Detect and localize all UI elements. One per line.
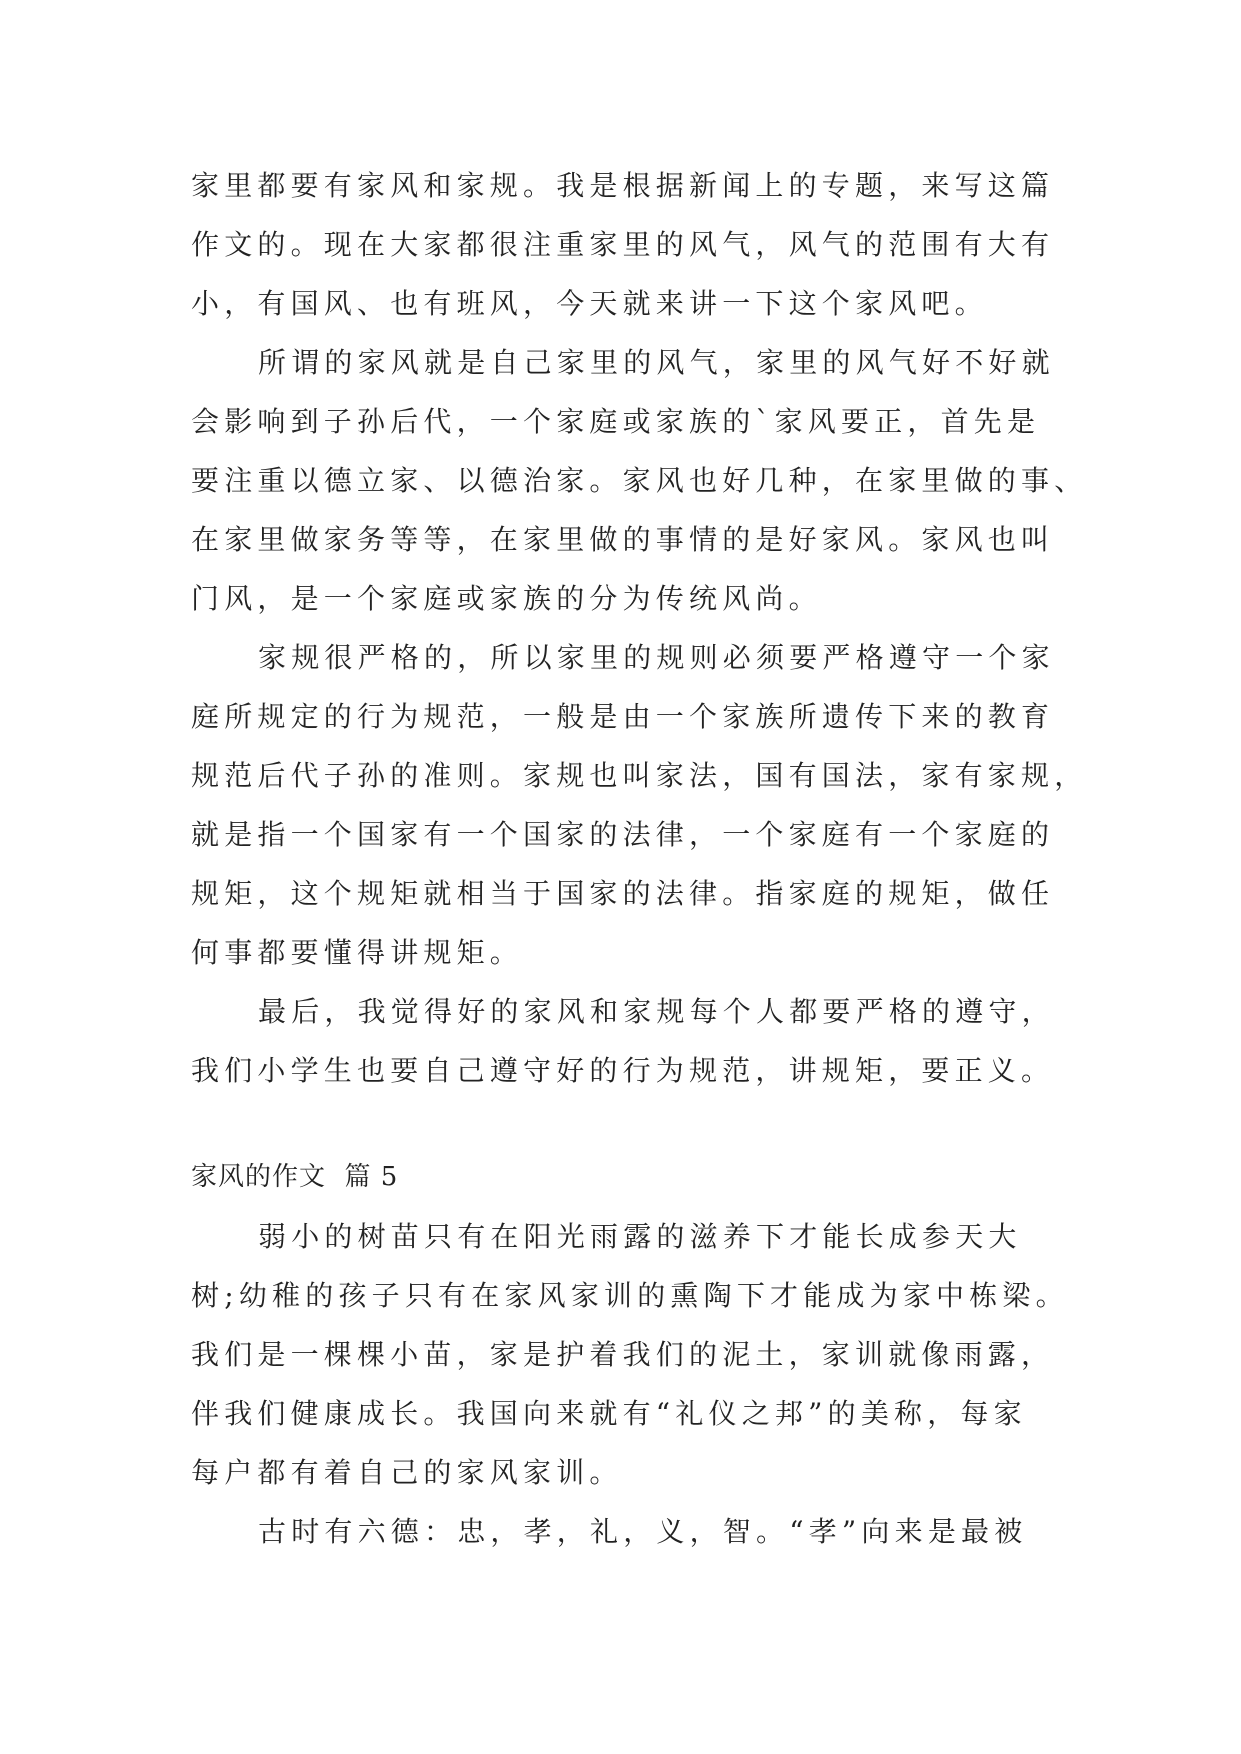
text-line: 在家里做家务等等，在家里做的事情的是好家风。家风也叫 [191,523,1055,556]
text-line: 门风，是一个家庭或家族的分为传统风尚。 [191,582,822,615]
text-line: 最后，我觉得好的家风和家规每个人都要严格的遵守， [258,995,1055,1028]
text-line: 就是指一个国家有一个国家的法律，一个家庭有一个家庭的 [191,818,1055,851]
paragraph [191,982,1151,1100]
paragraph-continued [191,156,1151,333]
text-line: 规范后代子孙的准则。家规也叫家法，国有国法，家有家规， [191,759,1088,792]
paragraph [191,333,1151,628]
text-line: 要注重以德立家、以德治家。家风也好几种，在家里做的事、 [191,464,1088,497]
text-line: 我们小学生也要自己遵守好的行为规范，讲规矩，要正义。 [191,1054,1055,1087]
text-line: 规矩，这个规矩就相当于国家的法律。指家庭的规矩，做任 [191,877,1055,910]
document-body [191,156,1151,1561]
text-line: 弱小的树苗只有在阳光雨露的滋养下才能长成参天大 [258,1220,1022,1253]
paragraph [191,1502,1151,1561]
text-line: 所谓的家风就是自己家里的风气，家里的风气好不好就 [258,346,1055,379]
text-line: 庭所规定的行为规范，一般是由一个家族所遗传下来的教育 [191,700,1055,733]
text-line: 作文的。现在大家都很注重家里的风气，风气的范围有大有 [191,228,1055,261]
text-line: 古时有六德：忠，孝，礼，义，智。“孝”向来是最被 [258,1515,1028,1548]
text-line: 伴我们健康成长。我国向来就有“礼仪之邦”的美称，每家 [191,1397,1027,1430]
text-line: 我们是一棵棵小苗，家是护着我们的泥土，家训就像雨露， [191,1338,1055,1371]
text-line: 会影响到子孙后代，一个家庭或家族的`家风要正，首先是 [191,405,1041,438]
text-line: 家规很严格的，所以家里的规则必须要严格遵守一个家 [258,641,1055,674]
paragraph [191,628,1151,982]
text-line: 何事都要懂得讲规矩。 [191,936,524,969]
section-heading: 家风的作文 篇 5 [191,1162,399,1192]
text-line: 家里都要有家风和家规。我是根据新闻上的专题，来写这篇 [191,169,1055,202]
text-line: 小，有国风、也有班风，今天就来讲一下这个家风吧。 [191,287,988,320]
text-line: 树;幼稚的孩子只有在家风家训的熏陶下才能成为家中栋梁。 [191,1279,1069,1312]
paragraph [191,1207,1151,1502]
text-line: 每户都有着自己的家风家训。 [191,1456,623,1489]
